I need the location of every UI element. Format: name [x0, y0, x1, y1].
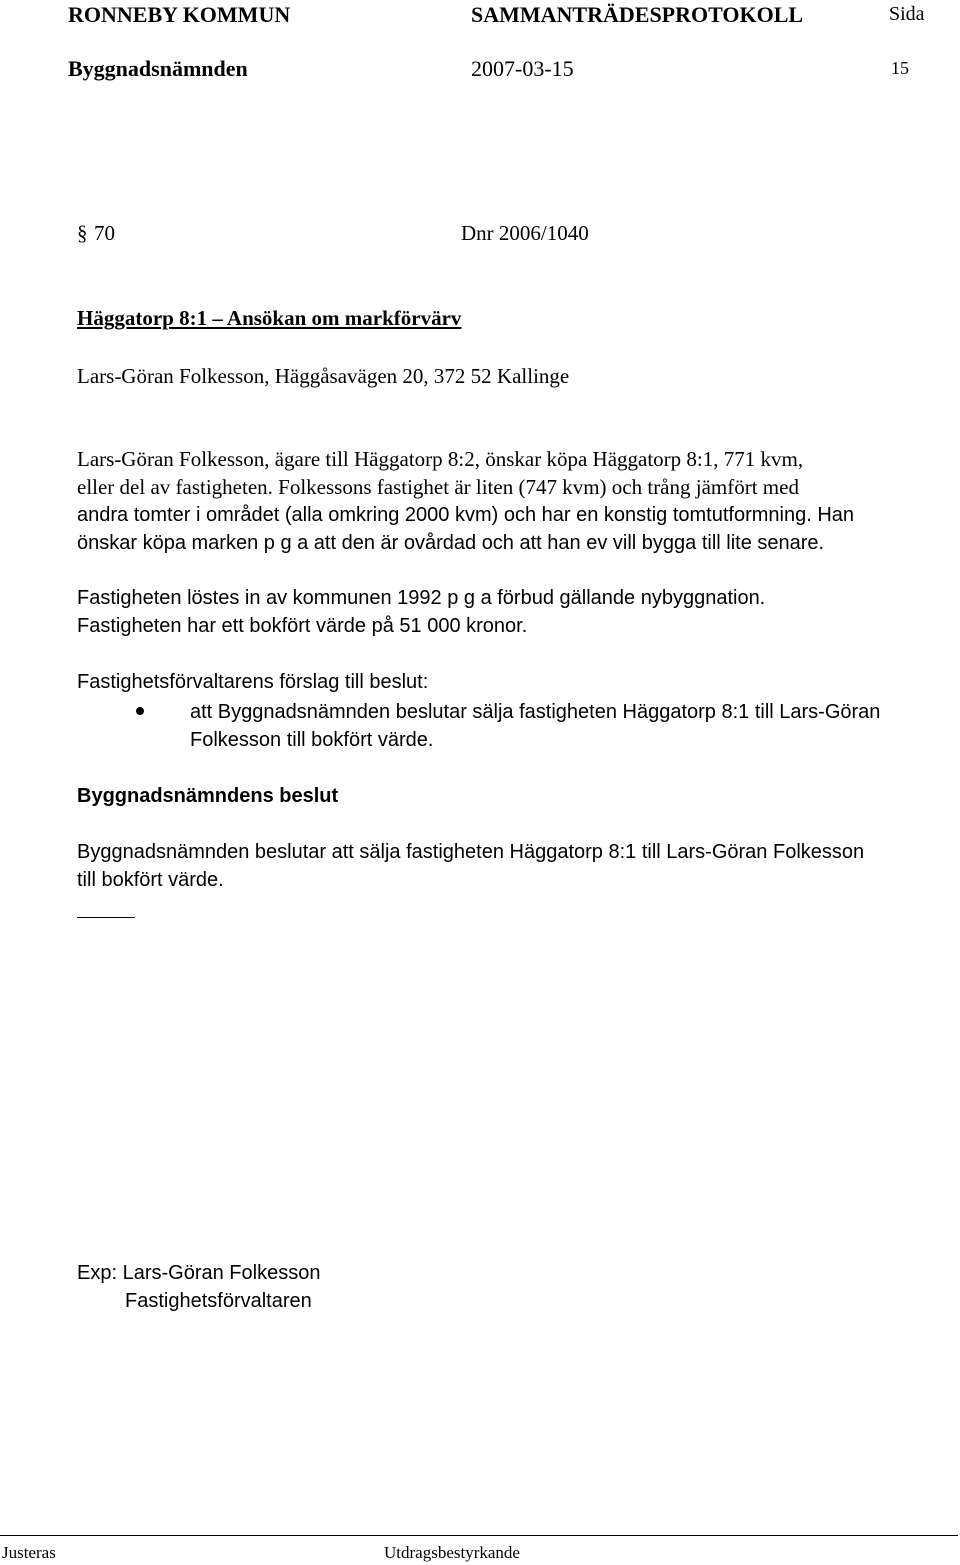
- document-type: SAMMANTRÄDESPROTOKOLL: [471, 2, 804, 27]
- dispatch-label: Exp: Lars-Göran Folkesson: [77, 1262, 321, 1284]
- proposal-bullet-line-2: Folkesson till bokfört värde.: [190, 729, 434, 751]
- section-end-rule: [77, 917, 135, 918]
- bullet-icon: [136, 707, 144, 715]
- description-line-4: önskar köpa marken p g a att den är ovårdad och att han ev vill bygga till lite senare.: [77, 532, 825, 554]
- footer-utdragsbestyrkande: Utdragsbestyrkande: [384, 1543, 520, 1562]
- page-label: Sida: [889, 3, 925, 25]
- proposal-bullet-line-1: att Byggnadsnämnden beslutar sälja fastigheten Häggatorp 8:1 till Lars-Göran: [190, 701, 881, 723]
- description-line-2: eller del av fastigheten. Folkessons fastighet är liten (747 kvm) och trång jämfört med: [77, 475, 799, 499]
- history-line-2: Fastigheten har ett bokfört värde på 51 000 kronor.: [77, 615, 528, 637]
- decision-heading: Byggnadsnämndens beslut: [77, 785, 339, 807]
- page-number: 15: [891, 58, 909, 78]
- description-line-3: andra tomter i området (alla omkring 2000 kvm) och har en konstig tomtutformning. Han: [77, 504, 855, 526]
- proposal-heading: Fastighetsförvaltarens förslag till beslut:: [77, 671, 429, 693]
- decision-line-1: Byggnadsnämnden beslutar att sälja fastigheten Häggatorp 8:1 till Lars-Göran Folkesson: [77, 841, 865, 863]
- meeting-date: 2007-03-15: [471, 56, 574, 81]
- municipality-name: RONNEBY KOMMUN: [68, 2, 291, 27]
- item-number: 70: [94, 221, 115, 245]
- paragraph-symbol: §: [77, 221, 88, 245]
- footer-rule: [0, 1535, 958, 1536]
- dispatch-recipient-2: Fastighetsförvaltaren: [125, 1290, 312, 1312]
- decision-line-2: till bokfört värde.: [77, 869, 224, 891]
- dnr-reference: Dnr 2006/1040: [461, 221, 589, 245]
- history-line-1: Fastigheten löstes in av kommunen 1992 p g a förbud gällande nybyggnation.: [77, 587, 766, 609]
- description-line-1: Lars-Göran Folkesson, ägare till Häggatorp 8:2, önskar köpa Häggatorp 8:1, 771 kvm,: [77, 447, 804, 471]
- applicant-line: Lars-Göran Folkesson, Häggåsavägen 20, 372 52 Kallinge: [77, 364, 570, 388]
- committee-name: Byggnadsnämnden: [68, 56, 248, 81]
- footer-justeras: Justeras: [2, 1543, 56, 1562]
- item-title: Häggatorp 8:1 – Ansökan om markförvärv: [77, 306, 462, 330]
